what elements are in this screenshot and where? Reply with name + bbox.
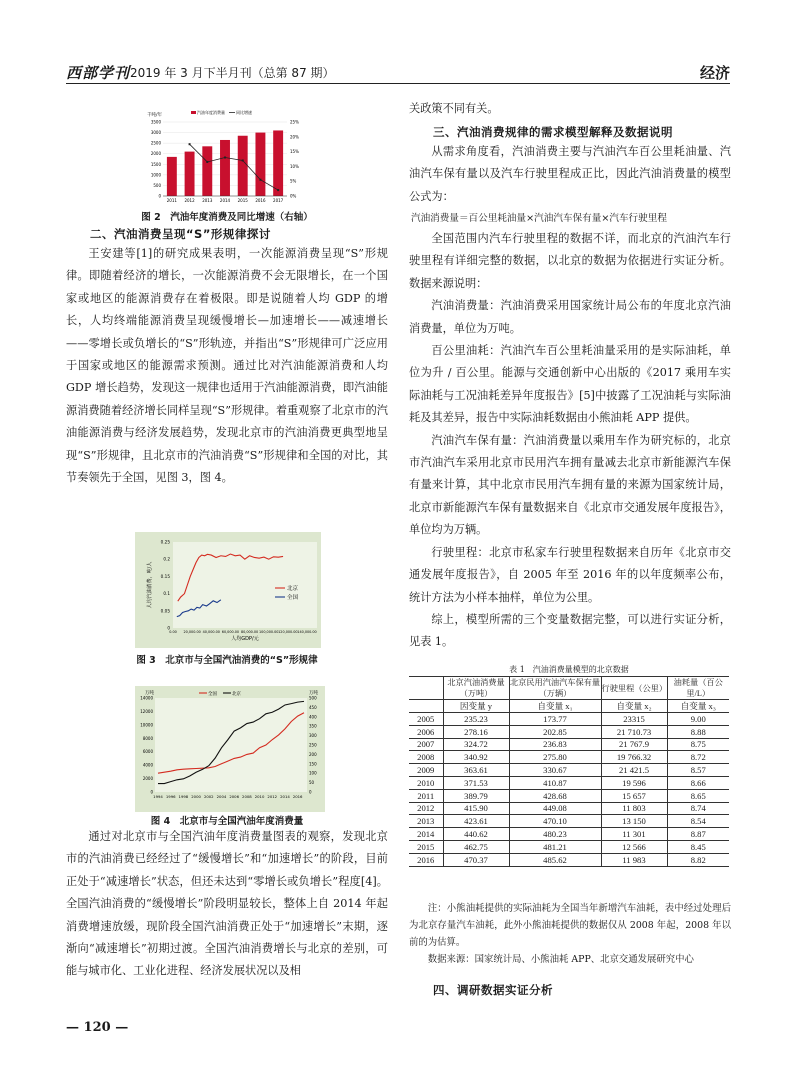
table-cell: 371.53 bbox=[443, 776, 509, 789]
section-3-intro bbox=[409, 141, 731, 209]
table-year-cell: 2009 bbox=[409, 764, 443, 777]
table-year-cell: 2011 bbox=[409, 789, 443, 802]
formula: 汽油消费量＝百公里耗油量×汽油汽车保有量×汽车行驶里程 bbox=[411, 213, 667, 224]
table-cell: 485.62 bbox=[509, 853, 601, 866]
table-year-cell: 2008 bbox=[409, 751, 443, 764]
y-axis-label: 万吨 bbox=[145, 691, 154, 696]
table-cell: 480.23 bbox=[509, 828, 601, 841]
table-cell: 8.66 bbox=[667, 776, 729, 789]
x-tick-label: 2010 bbox=[254, 794, 265, 799]
table-cell: 11 983 bbox=[601, 853, 667, 866]
y2-tick-label: 15% bbox=[290, 149, 299, 155]
legend-label: 全国 bbox=[287, 595, 299, 601]
y-tick-label: 1000 bbox=[150, 172, 161, 178]
x-tick-label: 140,000.00 bbox=[297, 630, 317, 634]
table-row bbox=[409, 776, 729, 789]
y-tick-label: 3000 bbox=[150, 130, 161, 136]
table-year-cell: 2014 bbox=[409, 828, 443, 841]
x-tick-label: 2011 bbox=[166, 198, 177, 203]
journal-name: 西部学刊 bbox=[66, 64, 131, 82]
table-year-cell: 2016 bbox=[409, 853, 443, 866]
table-year-cell: 2013 bbox=[409, 815, 443, 828]
table-subheader-row bbox=[409, 700, 729, 713]
table-cell: 11 803 bbox=[601, 802, 667, 815]
y2-tick-label: 5% bbox=[290, 178, 297, 184]
table-cell: 470.10 bbox=[509, 815, 601, 828]
bar bbox=[220, 140, 230, 196]
x-tick-label: 2000 bbox=[191, 794, 201, 799]
page-number: — 120 — bbox=[66, 1020, 129, 1035]
section-4-heading: 四、调研数据实证分析 bbox=[433, 983, 553, 997]
table-cell: 21 710.73 bbox=[601, 725, 667, 738]
y-tick-label: 14000 bbox=[140, 695, 153, 701]
y-tick-label: 0.15 bbox=[160, 573, 170, 579]
table-cell: 15 657 bbox=[601, 789, 667, 802]
table-subheader-cell: 自变量 x₁ bbox=[509, 700, 601, 713]
x-tick-label: 2017 bbox=[273, 198, 284, 203]
x-tick-label: 60,000.00 bbox=[221, 630, 240, 634]
y2-tick-label: 200 bbox=[309, 751, 317, 757]
table-cell: 8.45 bbox=[667, 840, 729, 853]
right-column-top bbox=[409, 98, 731, 122]
x-tick-label: 80,000.00 bbox=[240, 630, 259, 634]
page-header bbox=[66, 62, 730, 84]
table-cell: 19 766.32 bbox=[601, 751, 667, 764]
section-label: 经济 bbox=[699, 64, 730, 82]
para-after-figure-4 bbox=[66, 826, 388, 1006]
y2-axis-label: 万吨 bbox=[309, 691, 318, 696]
table-row bbox=[409, 802, 729, 815]
bar bbox=[202, 146, 212, 196]
y-tick-label: 8000 bbox=[142, 735, 153, 741]
paragraph-continuation: 关政策不同有关。 bbox=[409, 102, 499, 115]
table-cell: 21 421.5 bbox=[601, 764, 667, 777]
y2-tick-label: 450 bbox=[309, 704, 317, 710]
table-cell: 470.37 bbox=[443, 853, 509, 866]
x-tick-label: 2013 bbox=[202, 198, 213, 203]
figure-2-caption: 图 2 汽油年度消费及同比增速（右轴） bbox=[141, 212, 313, 223]
table-cell: 13 150 bbox=[601, 815, 667, 828]
table-header-cell bbox=[409, 677, 443, 700]
table-year-cell: 2015 bbox=[409, 840, 443, 853]
table-cell: 278.16 bbox=[443, 725, 509, 738]
table-cell: 23315 bbox=[601, 713, 667, 726]
table-cell: 462.75 bbox=[443, 840, 509, 853]
table-row bbox=[409, 853, 729, 866]
y-tick-label: 2000 bbox=[150, 151, 161, 157]
table-1-caption: 表 1 汽油消费量模型的北京数据 bbox=[509, 665, 629, 674]
table-year-cell: 2010 bbox=[409, 776, 443, 789]
y2-tick-label: 100 bbox=[309, 770, 317, 776]
y-axis-label: 人均汽油消费，吨/人 bbox=[147, 561, 153, 609]
legend-swatch bbox=[191, 111, 196, 114]
table-cell: 8.88 bbox=[667, 725, 729, 738]
y-tick-label: 12000 bbox=[140, 708, 153, 714]
x-tick-label: 2006 bbox=[229, 794, 240, 799]
section-3-body bbox=[409, 228, 731, 660]
y2-tick-label: 25% bbox=[290, 119, 299, 125]
section-2-heading: 二、汽油消费呈现“S”形规律探讨 bbox=[90, 227, 271, 241]
y2-tick-label: 500 bbox=[309, 695, 317, 701]
x-tick-label: 2016 bbox=[255, 198, 266, 203]
y2-tick-label: 0 bbox=[309, 789, 312, 795]
figure-2-chart bbox=[145, 108, 305, 206]
y-tick-label: 0.1 bbox=[163, 591, 170, 597]
table-cell: 8.54 bbox=[667, 815, 729, 828]
table-row bbox=[409, 815, 729, 828]
paragraph: 从需求角度看，汽油消费主要与汽油汽车百公里耗油量、汽油汽车保有量以及汽车行驶里程成正比，因此汽油消费量的模型公式为： bbox=[409, 145, 731, 203]
y2-tick-label: 250 bbox=[309, 742, 317, 748]
table-cell: 19 596 bbox=[601, 776, 667, 789]
y-tick-label: 6000 bbox=[142, 749, 153, 755]
y2-tick-label: 350 bbox=[309, 723, 317, 729]
table-1 bbox=[409, 676, 729, 867]
table-header-row bbox=[409, 677, 729, 700]
y-tick-label: 500 bbox=[153, 182, 161, 188]
table-row bbox=[409, 828, 729, 841]
paragraph: 全国范围内汽车行驶里程的数据不详，而北京的汽油汽车行驶里程有详细完整的数据，以北京的数据为依据进行实证分析。数据来源说明： bbox=[409, 232, 731, 290]
x-tick-label: 40,000.00 bbox=[202, 630, 220, 634]
issue-info: 2019 年 3 月下半月刊（总第 87 期） bbox=[130, 66, 335, 80]
section-2-paragraph: 王安建等[1]的研究成果表明，一次能源消费呈现“S”形规律。即随着经济的增长，一次能源消费不会无限增长，在一个国家或地区的能源消费存在着极限。即是说随着人均 GDP 的增长，人均终端能源消费呈现缓慢增长—加速增长——减速增长——零增长或负增长的“S”形轨迹，并指出“S”形规律可广泛应用于国家或地区的能源需求预测。通过比对汽油能源消费和人均 GDP 增长趋势，发现这一规律也适用于汽油能源消费，即汽油能源消费随着经济增长同样呈现“S”形规律。着重观察了北京市的汽油能源消费与经济发展趋势，发现北京市的汽油消费更典型地呈现“S”形规律，且北京市的汽油消费“S”形规律和全国的对比，其节奏领先于全国，见图 3，图 4。 bbox=[66, 247, 388, 485]
y-tick-label: 4000 bbox=[142, 762, 153, 768]
x-tick-label: 1994 bbox=[153, 794, 163, 799]
y-tick-label: 10000 bbox=[140, 722, 153, 728]
table-year-cell: 2006 bbox=[409, 725, 443, 738]
x-axis-label: 人均GDP/元 bbox=[231, 636, 259, 642]
table-cell: 428.68 bbox=[509, 789, 601, 802]
paragraph: 通过对北京市与全国汽油年度消费量图表的观察，发现北京市的汽油消费已经经过了“缓慢增长”和“加速增长”的阶段，目前正处于“减速增长”状态，但还未达到“零增长或负增长”程度[4]。全国汽油消费的“缓慢增长”阶段明显较长，整体上自 2014 年起消费增速放缓，现阶段全国汽油消费正处于“加速增长”末期，逐渐向“减速增长”初期过渡。全国汽油消费增长与北京的差别，可能与城市化、工业化进程、经济发展状况以及相 bbox=[66, 830, 388, 978]
legend-label: 同比增速 bbox=[236, 110, 252, 115]
table-year-cell: 2007 bbox=[409, 738, 443, 751]
table-cell: 8.57 bbox=[667, 764, 729, 777]
paragraph: 百公里油耗：汽油汽车百公里耗油量采用的是实际油耗，单位为升 / 百公里。能源与交通创新中心出版的《2017 乘用车实际油耗与工况油耗差异年度报告》[5]中披露了工况油耗与实际油耗及其差异，报告中实际油耗数据由小熊油耗 APP 提供。 bbox=[409, 344, 731, 425]
x-tick-label: 20,000.00 bbox=[183, 630, 201, 634]
table-row bbox=[409, 764, 729, 777]
y-tick-label: 0 bbox=[150, 789, 153, 795]
bar bbox=[273, 130, 283, 196]
y-tick-label: 0 bbox=[158, 193, 161, 199]
figure-4-caption: 图 4 北京市与全国汽油年度消费量 bbox=[150, 816, 304, 827]
table-year-cell: 2012 bbox=[409, 802, 443, 815]
table-cell: 202.85 bbox=[509, 725, 601, 738]
table-cell: 423.61 bbox=[443, 815, 509, 828]
table-cell: 481.21 bbox=[509, 840, 601, 853]
y2-tick-label: 0% bbox=[290, 193, 297, 199]
y2-tick-label: 10% bbox=[290, 163, 299, 169]
y2-tick-label: 400 bbox=[309, 714, 317, 720]
table-cell: 340.92 bbox=[443, 751, 509, 764]
y-tick-label: 0.2 bbox=[163, 556, 170, 562]
x-tick-label: 2014 bbox=[219, 198, 231, 203]
paragraph: 综上，模型所需的三个变量数据完整，可以进行实证分析，见表 1。 bbox=[409, 612, 731, 649]
y-tick-label: 0 bbox=[167, 625, 170, 631]
table-row bbox=[409, 725, 729, 738]
y-tick-label: 1500 bbox=[150, 161, 161, 167]
y-tick-label: 2500 bbox=[150, 140, 161, 146]
table-subheader-cell: 自变量 x₂ bbox=[601, 700, 667, 713]
table-cell: 389.79 bbox=[443, 789, 509, 802]
bar bbox=[167, 157, 177, 196]
table-row bbox=[409, 713, 729, 726]
y2-tick-label: 150 bbox=[309, 761, 317, 767]
y-tick-label: 3500 bbox=[150, 119, 161, 125]
table-subheader-cell bbox=[409, 700, 443, 713]
table-cell: 8.75 bbox=[667, 738, 729, 751]
table-row bbox=[409, 738, 729, 751]
table-cell: 330.67 bbox=[509, 764, 601, 777]
table-cell: 21 767.9 bbox=[601, 738, 667, 751]
legend-label: 北京 bbox=[287, 586, 299, 592]
x-tick-label: 2015 bbox=[237, 198, 248, 203]
table-cell: 8.72 bbox=[667, 751, 729, 764]
figure-4-chart bbox=[135, 686, 325, 812]
x-tick-label: 100,000.00 bbox=[259, 630, 279, 634]
bar bbox=[185, 152, 195, 196]
table-cell: 235.23 bbox=[443, 713, 509, 726]
y-tick-label: 2000 bbox=[142, 776, 153, 782]
table-1-source: 数据来源：国家统计局、小熊油耗 APP、北京交通发展研究中心 bbox=[427, 954, 694, 965]
table-cell: 8.65 bbox=[667, 789, 729, 802]
table-year-cell: 2005 bbox=[409, 713, 443, 726]
paragraph: 行驶里程：北京市私家车行驶里程数据来自历年《北京市交通发展年度报告》，自 2005 年至 2016 年的以年度频率公布，统计方法为小样本抽样，单位为公里。 bbox=[409, 545, 731, 604]
section-2-body bbox=[66, 243, 388, 533]
table-header-cell: 油耗量（百公里/L） bbox=[667, 677, 729, 700]
legend-label: 全国 bbox=[208, 692, 217, 697]
y2-tick-label: 300 bbox=[309, 733, 317, 739]
y-tick-label: 0.25 bbox=[160, 539, 170, 545]
legend-label: 汽油年度消费量 bbox=[197, 110, 225, 115]
table-row bbox=[409, 751, 729, 764]
table-header-cell: 北京民用汽油汽车保有量（万辆） bbox=[509, 678, 601, 698]
x-tick-label: 2012 bbox=[184, 198, 195, 203]
plot-area bbox=[155, 698, 307, 792]
table-cell: 440.62 bbox=[443, 828, 509, 841]
paragraph: 汽油消费量：汽油消费采用国家统计局公布的年度北京汽油消费量，单位为万吨。 bbox=[409, 299, 731, 335]
table-header-cell: 北京汽油消费量（万吨） bbox=[443, 677, 509, 700]
x-tick-label: 1998 bbox=[178, 794, 189, 799]
table-subheader-cell: 自变量 x₃ bbox=[667, 700, 729, 713]
plot-area bbox=[173, 542, 317, 628]
y-axis-label: 千吨/年 bbox=[147, 113, 163, 118]
table-cell: 11 301 bbox=[601, 828, 667, 841]
figure-3-caption: 图 3 北京市与全国汽油消费的“S”形规律 bbox=[136, 655, 318, 666]
x-tick-label: 2016 bbox=[292, 794, 303, 799]
y2-tick-label: 50 bbox=[309, 780, 315, 786]
x-tick-label: 2014 bbox=[280, 794, 290, 799]
x-tick-label: 2004 bbox=[216, 794, 227, 799]
bar bbox=[255, 133, 265, 196]
table-cell: 324.72 bbox=[443, 738, 509, 751]
table-cell: 363.61 bbox=[443, 764, 509, 777]
table-cell: 8.87 bbox=[667, 828, 729, 841]
table-row bbox=[409, 789, 729, 802]
table-row bbox=[409, 840, 729, 853]
table-1-note: 注：小熊油耗提供的实际油耗为全国当年新增汽车油耗，表中经过处理后为北京存量汽车油耗，此外小熊油耗提供的数据仅从 2008 年起，2008 年以前的为估算。 bbox=[409, 903, 731, 948]
legend-label: 北京 bbox=[232, 692, 241, 697]
table-cell: 236.83 bbox=[509, 738, 601, 751]
x-tick-label: 2012 bbox=[267, 794, 278, 799]
x-tick-label: 1996 bbox=[165, 794, 176, 799]
table-cell: 9.00 bbox=[667, 713, 729, 726]
bar bbox=[238, 136, 248, 196]
table-cell: 12 566 bbox=[601, 840, 667, 853]
figure-3-chart bbox=[135, 532, 321, 648]
table-header-cell: 行驶里程（公里） bbox=[601, 677, 667, 700]
table-cell: 449.08 bbox=[509, 802, 601, 815]
table-cell: 8.82 bbox=[667, 853, 729, 866]
x-tick-label: 120,000.00 bbox=[278, 630, 298, 634]
x-tick-label: 2008 bbox=[242, 794, 252, 799]
y2-tick-label: 20% bbox=[290, 134, 299, 140]
table-cell: 410.87 bbox=[509, 776, 601, 789]
paragraph: 汽油汽车保有量：汽油消费量以乘用车作为研究标的，北京市汽油汽车采用北京市民用汽车拥有量减去北京市新能源汽车保有量来计算，其中北京市民用汽车拥有量的来源为国家统计局，北京市新能源汽车保有量数据来自《北京市交通发展年度报告》，单位均为万辆。 bbox=[409, 433, 731, 537]
table-cell: 275.80 bbox=[509, 751, 601, 764]
table-1-note-block bbox=[409, 900, 731, 968]
table-cell: 173.77 bbox=[509, 713, 601, 726]
y-tick-label: 0.05 bbox=[160, 608, 170, 614]
x-tick-label: 0.00 bbox=[169, 630, 177, 634]
x-tick-label: 2002 bbox=[203, 794, 214, 799]
table-subheader-cell: 因变量 y bbox=[443, 700, 509, 713]
table-cell: 415.90 bbox=[443, 802, 509, 815]
section-3-heading: 三、汽油消费规律的需求模型解释及数据说明 bbox=[433, 125, 673, 139]
table-cell: 8.74 bbox=[667, 802, 729, 815]
